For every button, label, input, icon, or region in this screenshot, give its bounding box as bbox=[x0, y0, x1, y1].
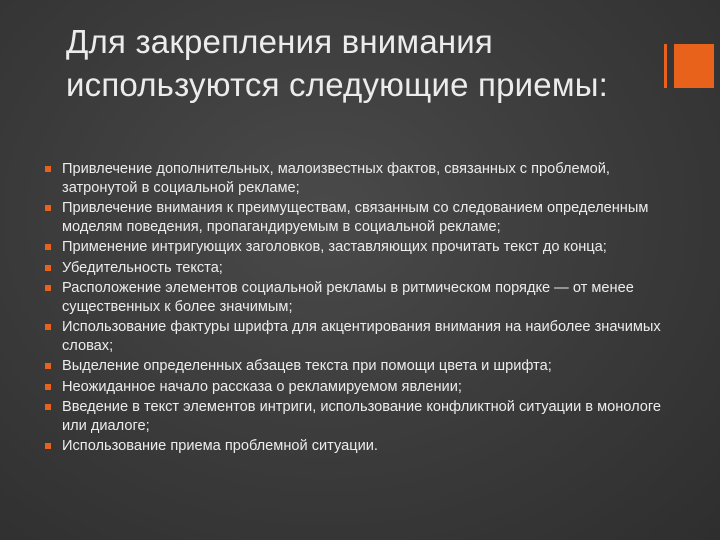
bullet-icon bbox=[45, 285, 51, 291]
list-item-text: Убедительность текста; bbox=[62, 259, 223, 276]
list-item bbox=[42, 357, 676, 376]
bullet-icon bbox=[45, 404, 51, 410]
list-item-text: Введение в текст элементов интриги, использование конфликтной ситуации в монологе или диалоге; bbox=[62, 399, 661, 434]
list-item-text: Привлечение дополнительных, малоизвестных фактов, связанных с проблемой, затронутой в социальной рекламе; bbox=[62, 161, 610, 196]
bullet-icon bbox=[45, 205, 51, 211]
list-item bbox=[42, 199, 676, 236]
list-item-text: Использование приема проблемной ситуации. bbox=[62, 438, 378, 454]
accent-bar-thick bbox=[674, 44, 714, 88]
bullet-icon bbox=[45, 265, 51, 271]
list-item-text: Выделение определенных абзацев текста при помощи цвета и шрифта; bbox=[62, 358, 552, 374]
list-item bbox=[42, 238, 676, 257]
accent-bar-thin bbox=[664, 44, 667, 88]
list-item bbox=[42, 378, 676, 397]
list-item bbox=[42, 318, 676, 355]
bullet-icon bbox=[45, 363, 51, 369]
accent-bars-icon bbox=[664, 44, 714, 88]
slide-title: Для закрепления внимания используются следующие приемы: bbox=[66, 23, 609, 103]
bullet-list bbox=[42, 160, 676, 458]
list-item bbox=[42, 437, 676, 456]
list-item-text: Привлечение внимания к преимуществам, связанным со следованием определенным моделям поведения, пропагандируемым в социальной рекламе; bbox=[62, 200, 649, 235]
list-item bbox=[42, 259, 676, 278]
bullet-icon bbox=[45, 166, 51, 172]
list-item-text: Расположение элементов социальной рекламы в ритмическом порядке — от менее существенных к более значимым; bbox=[62, 280, 634, 315]
bullet-icon bbox=[45, 244, 51, 250]
bullet-icon bbox=[45, 384, 51, 390]
bullet-icon bbox=[45, 324, 51, 330]
list-item bbox=[42, 398, 676, 435]
list-item-text: Применение интригующих заголовков, заставляющих прочитать текст до конца; bbox=[62, 239, 607, 255]
list-item bbox=[42, 279, 676, 316]
list-item-text: Использование фактуры шрифта для акцентирования внимания на наиболее значимых словах; bbox=[62, 319, 661, 354]
list-item bbox=[42, 160, 676, 197]
bullet-icon bbox=[45, 443, 51, 449]
list-item-text: Неожиданное начало рассказа о рекламируемом явлении; bbox=[62, 378, 462, 395]
